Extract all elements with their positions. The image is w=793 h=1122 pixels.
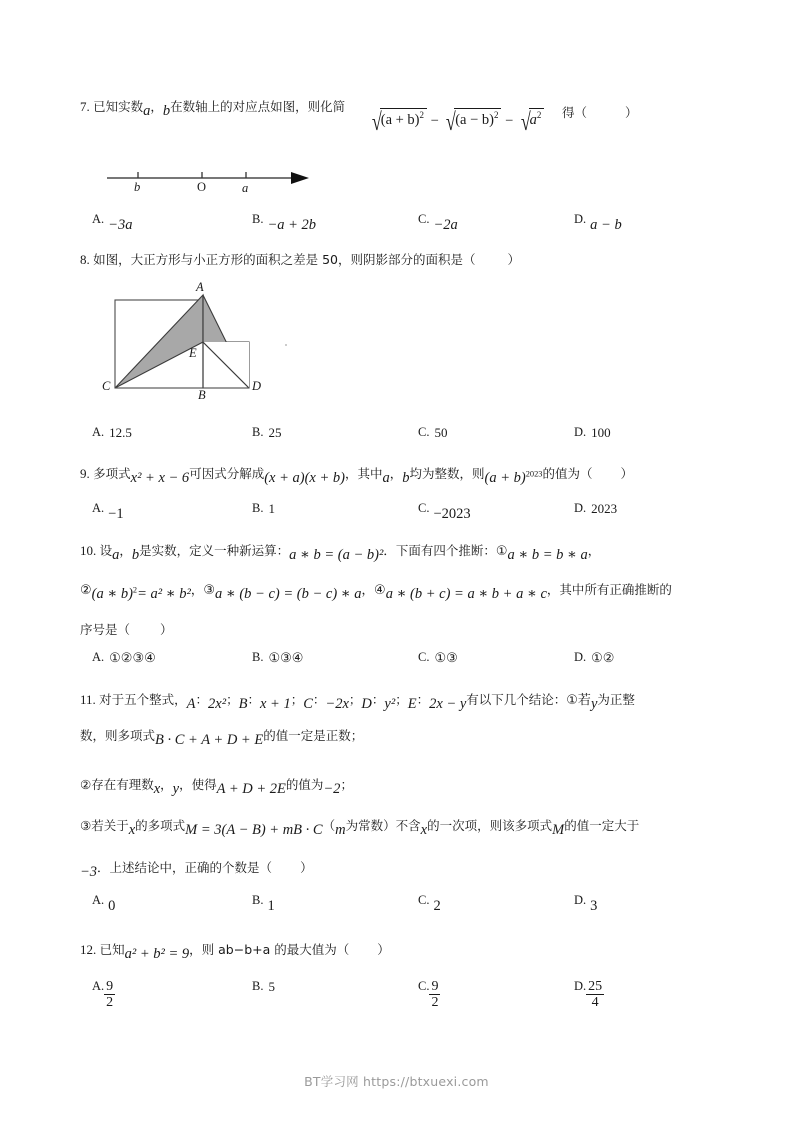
q12-a-fraction: $\frac{9}{2}$: [106, 979, 114, 1011]
q10-close: ）: [160, 622, 173, 637]
two-squares-shaded-svg: [100, 280, 370, 405]
question-11-line-3: [80, 775, 720, 801]
q11-l3-var-x: x: [153, 781, 161, 798]
number-line-label-b: b: [134, 180, 141, 194]
q11-expr-C-name: C: [303, 696, 313, 713]
q11-expr-A: 2x²: [208, 696, 227, 713]
question-9-stem: [80, 464, 720, 490]
q11-B-colon: ：: [247, 692, 260, 707]
q10-option-d[interactable]: $^{D.}$ ①②: [574, 650, 615, 665]
q9-var-a: a: [382, 470, 390, 487]
question-9-number: 9.: [80, 466, 90, 481]
q7-stem-prefix: 已知实数: [93, 99, 144, 114]
radical-sign-icon: √: [520, 108, 531, 136]
q11-expr-E-name: E: [407, 696, 417, 713]
q10-p3: 是实数，定义一种新运算：: [139, 543, 290, 558]
q10-prop-1: a ∗ b = b ∗ a: [507, 547, 588, 564]
q12-p2: ，则 ab−b+a 的最大值为（: [189, 942, 350, 957]
q7-radical-2: [442, 108, 501, 135]
q8-stem-close: ）: [507, 252, 521, 267]
q9-option-c[interactable]: $^{C.}$ −2023: [418, 501, 471, 523]
q9-option-d[interactable]: $^{D.}$ 2023: [574, 501, 618, 516]
q7-stem-suffix: 得（: [562, 105, 588, 120]
geometry-label-C: C: [102, 379, 111, 393]
q11-l3-p4: ；: [340, 777, 353, 792]
q10-mark-1: ①: [495, 544, 508, 559]
q11-expr-B: x + 1: [259, 696, 291, 713]
q10-var-b: b: [131, 547, 140, 564]
q11-l3-val: −2: [323, 781, 341, 798]
q8-option-c[interactable]: $^{C.}$ 50: [418, 425, 448, 440]
q11-expr-D-name: D: [361, 696, 372, 713]
q11-l2-p2: 的值一定是正数；: [263, 728, 364, 743]
q7-radical-3: [517, 108, 544, 135]
q11-l4-p4: 的一次项，则该多项式: [427, 818, 553, 833]
q10-p1: 设: [99, 543, 113, 558]
q11-p2: 有以下几个结论：: [466, 692, 567, 707]
q7-comma: ，: [150, 99, 163, 114]
q9-expr-3: $(a + b)^{2023}$: [484, 469, 543, 487]
q11-E-colon: ：: [416, 692, 430, 707]
q11-l3-p1: ，: [160, 777, 173, 792]
q9-p5: 均为整数，则: [409, 466, 485, 481]
question-11-line-2: [80, 726, 720, 752]
q11-mark-2: ②存在有理数: [80, 777, 154, 792]
question-10-line-2: [80, 580, 720, 606]
q7-expression: [368, 108, 544, 135]
question-11-line-1: [80, 690, 720, 716]
q8-option-a[interactable]: $^{A.}$ 12.5: [92, 425, 132, 440]
geometry-label-B: B: [198, 388, 206, 402]
q10-definition: a ∗ b = (a − b)²: [289, 547, 384, 564]
question-10-number: 10.: [80, 543, 97, 558]
q9-option-a[interactable]: $^{A.}$ −1: [92, 501, 124, 523]
q11-option-d[interactable]: $^{D.}$ 3: [574, 893, 598, 915]
q11-var-y: y: [590, 696, 598, 713]
q7-stem-close: ）: [625, 105, 638, 120]
q9-option-b[interactable]: $^{B.}$ 1: [252, 501, 275, 516]
number-line-label-origin: O: [197, 180, 207, 194]
q11-expr-D: y²: [384, 696, 396, 713]
q11-l4-p1: 的多项式: [135, 818, 186, 833]
q11-expr-B-name: B: [238, 696, 248, 713]
q12-c-fraction: $\frac{9}{2}$: [431, 979, 439, 1011]
q11-sep-4: ；: [395, 692, 408, 707]
geometry-label-D: D: [252, 379, 262, 393]
q11-mark-3: ③若关于: [80, 818, 129, 833]
q11-expr-A-name: A: [186, 696, 196, 713]
q8-geometry-figure: [100, 280, 370, 405]
q11-sep-1: ；: [226, 692, 239, 707]
q11-l4-p2: 为常数: [345, 818, 384, 833]
q11-l3-var-y: y: [172, 781, 180, 798]
q7-radicand-2: $(a - b)^2$: [454, 108, 501, 129]
q9-expr-2: (x + a)(x + b): [264, 470, 345, 487]
q10-mark-3: ③: [203, 583, 215, 598]
question-10-line-1: [80, 541, 720, 567]
footer-watermark: BT学习网 https://btxuexi.com: [304, 1074, 489, 1089]
q12-option-d[interactable]: $^{D.}$ $\frac{25}{4}$: [574, 979, 603, 1011]
q7-var-b: b: [162, 103, 171, 120]
q11-l5-p1: ．上述结论中，正确的个数是（: [97, 860, 273, 875]
q9-p1: 多项式: [93, 466, 131, 481]
question-8-number: 8.: [80, 252, 90, 267]
q8-option-d[interactable]: $^{D.}$ 100: [574, 425, 611, 440]
radical-sign-icon: √: [371, 108, 382, 136]
q10-prop-4: a ∗ (b + c) = a ∗ b + a ∗ c: [385, 586, 547, 603]
q10-p2: ，: [119, 543, 132, 558]
q12-option-a[interactable]: $^{A.}$ $\frac{9}{2}$: [92, 979, 114, 1011]
q11-l3-p3: 的值为: [285, 777, 324, 792]
q11-option-c[interactable]: $^{C.}$ 2: [418, 893, 441, 915]
q11-expr-E: 2x − y: [429, 696, 467, 713]
q12-close: ）: [377, 942, 390, 957]
q11-l4-p5: 的值一定大于: [564, 818, 640, 833]
q11-option-b[interactable]: $^{B.}$ 1: [252, 893, 275, 915]
q11-C-colon: ：: [312, 692, 326, 707]
q11-option-a[interactable]: $^{A.}$ 0: [92, 893, 116, 915]
q10-mark-2: ②: [80, 583, 92, 598]
question-11-line-4: [80, 816, 720, 842]
q11-l3-expr: A + D + 2E: [216, 781, 286, 798]
q7-radical-1: [368, 108, 427, 135]
q7-number-line-figure: [105, 160, 315, 202]
question-10-options: [80, 650, 730, 684]
q10-p5: ，: [587, 543, 601, 558]
q12-option-c[interactable]: $^{C.}$ $\frac{9}{2}$: [418, 979, 439, 1011]
question-7-options: [80, 212, 730, 246]
q8-stem-text: 如图，大正方形与小正方形的面积之差是 50，则阴影部分的面积是（: [93, 252, 476, 267]
q11-sep-2: ；: [290, 692, 304, 707]
q11-l4-p3: 不含: [395, 818, 421, 833]
q12-option-b[interactable]: $^{B.}$ 5: [252, 979, 275, 994]
q11-l5-val: −3: [80, 864, 98, 881]
question-8-stem: [80, 250, 720, 270]
q12-p1: 已知: [99, 942, 125, 957]
q9-p4: ，: [389, 466, 403, 481]
q11-sep-3: ；: [348, 692, 362, 707]
q11-p3: 为正整: [597, 692, 635, 707]
q10-option-b[interactable]: $^{B.}$ ①③④: [252, 650, 304, 665]
q7-op-2: −: [505, 112, 514, 129]
q7-var-a: a: [143, 103, 151, 120]
question-9-options: [80, 501, 730, 535]
question-12-stem: [80, 940, 720, 966]
q7-op-1: −: [430, 112, 439, 129]
q11-l2-expr: B · C + A + D + E: [155, 732, 264, 749]
q12-d-fraction: $\frac{25}{4}$: [588, 979, 603, 1011]
q9-close: ）: [620, 466, 633, 481]
q12-expr-1: a² + b² = 9: [124, 946, 190, 963]
number-line-label-a: a: [242, 181, 249, 195]
q9-expr-1: x² + x − 6: [130, 470, 190, 487]
q11-mark-1: ①若: [566, 693, 591, 708]
q11-l4-expr: M = 3(A − B) + mB · C: [185, 822, 323, 839]
question-11-number: 11.: [80, 692, 96, 707]
q11-l4-var-x: x: [128, 822, 136, 839]
q11-l4-paren-open: （: [322, 818, 336, 833]
q7-option-c[interactable]: $^{C.}$ −2a: [418, 212, 458, 234]
question-12-number: 12.: [80, 942, 97, 957]
question-12-options: [80, 979, 730, 1029]
q10-var-a: a: [112, 547, 120, 564]
q10-l2-p2: ，: [361, 582, 375, 597]
q11-l4-var-m: m: [335, 822, 346, 839]
q7-option-d[interactable]: $^{D.}$ a − b: [574, 212, 622, 234]
q10-option-a[interactable]: $^{A.}$ ①②③④: [92, 650, 156, 665]
q7-option-a[interactable]: $^{A.}$ −3a: [92, 212, 133, 234]
q10-l3: 序号是（: [80, 622, 131, 637]
q10-l2-p3: ，其中所有正确推断的: [546, 582, 672, 597]
q10-prop-2: (a ∗ b)$^2$= a² ∗ b²: [91, 585, 191, 603]
question-10-line-3: [80, 620, 720, 640]
question-11-line-5: [80, 858, 720, 884]
q11-l4-paren-close: ）: [383, 818, 396, 833]
q8-option-b[interactable]: $^{B.}$ 25: [252, 425, 282, 440]
q11-l5-close: ）: [300, 860, 313, 875]
q11-D-colon: ：: [371, 692, 385, 707]
geometry-label-E: E: [189, 346, 197, 360]
geometry-label-A: A: [196, 280, 204, 294]
q11-l4-var-M: M: [552, 822, 565, 839]
radical-sign-icon: √: [446, 108, 457, 136]
q11-l4-var-x2: x: [420, 822, 428, 839]
q10-l2-p1: ，: [190, 582, 204, 597]
q11-A-colon: ：: [195, 692, 209, 707]
q11-p1: 对于五个整式，: [99, 692, 187, 707]
q7-option-b[interactable]: $^{B.}$ −a + 2b: [252, 212, 317, 234]
q7-radicand-3: $a^2$: [529, 108, 545, 129]
q7-stem-mid: 在数轴上的对应点如图，则化简: [170, 99, 346, 114]
q10-p4: ．下面有四个推断：: [383, 543, 496, 558]
question-11-options: [80, 893, 730, 927]
q10-option-c[interactable]: $^{C.}$ ①③: [418, 650, 458, 665]
q11-l2-p1: 数，则多项式: [80, 728, 156, 743]
q9-p3: ，其中: [344, 466, 383, 481]
q9-p2: 可因式分解成: [189, 466, 265, 481]
q9-p6: 的值为（: [542, 466, 593, 481]
question-8-options: [80, 425, 730, 459]
q10-mark-4: ④: [374, 583, 386, 598]
q10-prop-3: a ∗ (b − c) = (b − c) ∗ a: [215, 586, 362, 603]
q11-l3-p2: ，使得: [179, 777, 217, 792]
q9-var-b: b: [402, 470, 410, 487]
q7-radicand-1: $(a + b)^2$: [380, 108, 427, 129]
question-7-number: 7.: [80, 99, 90, 114]
q11-expr-C: −2x: [325, 696, 349, 713]
